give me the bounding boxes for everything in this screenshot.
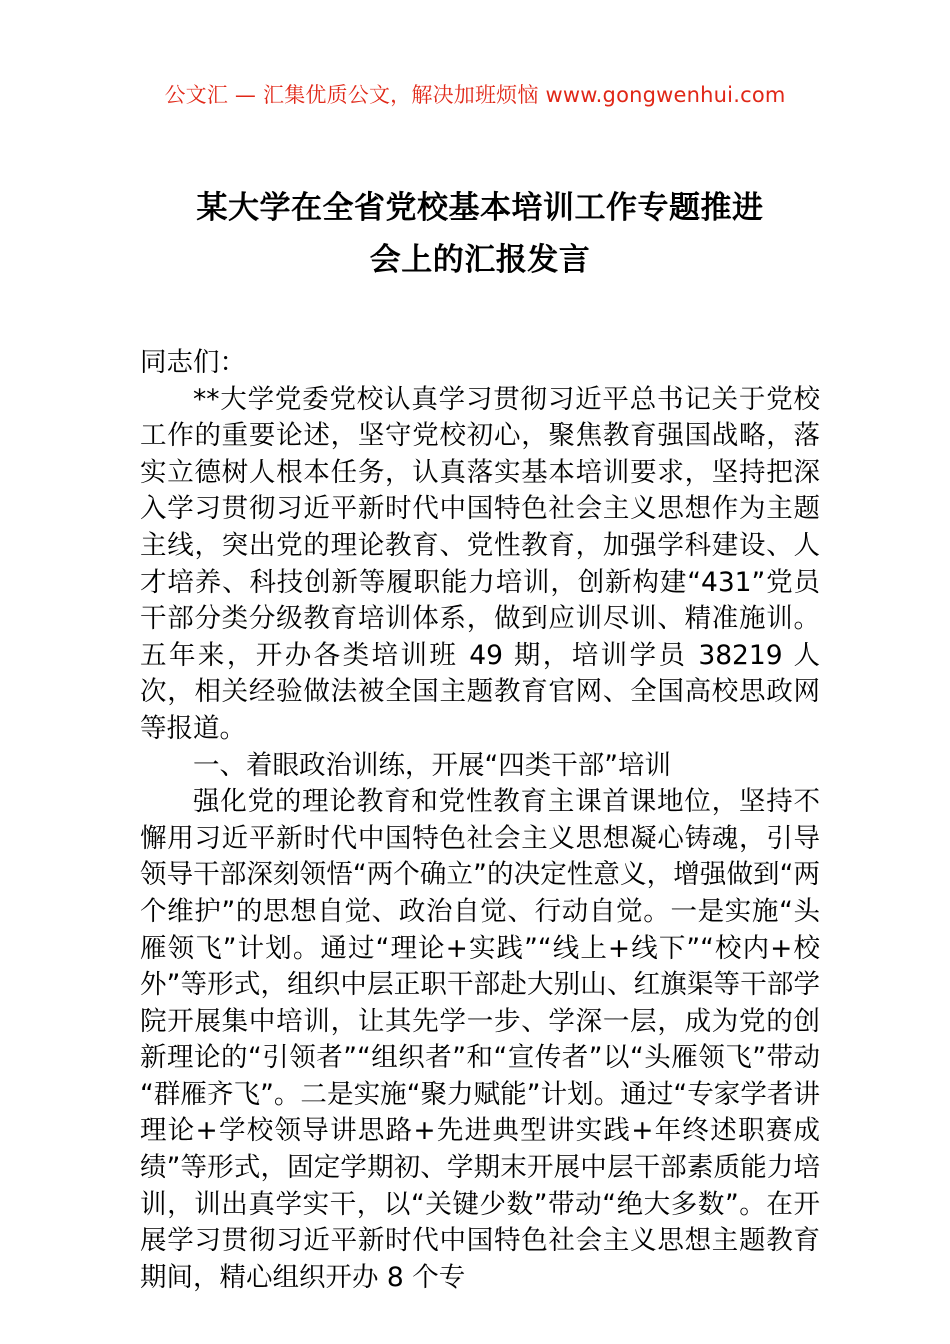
section-heading-1: 一、着眼政治训练，开展“四类干部”培训	[193, 749, 671, 781]
title-line-1: 某大学在全省党校基本培训工作专题推进	[196, 190, 764, 226]
document-body	[140, 345, 820, 1296]
title-line-2: 会上的汇报发言	[369, 242, 591, 278]
salutation: 同志们：	[140, 347, 246, 378]
page-title	[140, 182, 820, 286]
site-watermark-banner: 公文汇 — 汇集优质公文，解决加班烦恼 www.gongwenhui.com	[164, 83, 786, 107]
body-paragraph-1: **大学党委党校认真学习贯彻习近平总书记关于党校工作的重要论述，坚守党校初心，聚焦教育强国战略，落实立德树人根本任务，认真落实基本培训要求，坚持把深入学习贯彻习近平新时代中国特色社会主义思想作为主题主线，突出党的理论教育、党性教育，加强学科建设、人才培养、科技创新等履职能力培训，创新构建“431”党员干部分类分级教育培训体系，做到应训尽训、精准施训。五年来，开办各类培训班 49 期，培训学员 38219 人次，相关经验做法被全国主题教育官网、全国高校思政网等报道。	[140, 383, 820, 744]
body-paragraph-2: 强化党的理论教育和党性教育主课首课地位，坚持不懈用习近平新时代中国特色社会主义思想凝心铸魂，引导领导干部深刻领悟“两个确立”的决定性意义，增强做到“两个维护”的思想自觉、政治自觉、行动自觉。一是实施“头雁领飞”计划。通过“理论+实践”“线上+线下”“校内+校外”等形式，组织中层正职干部赴大别山、红旗渠等干部学院开展集中培训，让其先学一步、学深一层，成为党的创新理论的“引领者”“组织者”和“宣传者”以“头雁领飞”带动“群雁齐飞”。二是实施“聚力赋能”计划。通过“专家学者讲理论+学校领导讲思路+先进典型讲实践+年终述职赛成绩”等形式，固定学期初、学期末开展中层干部素质能力培训，训出真学实干，以“关键少数”带动“绝大多数”。在开展学习贯彻习近平新时代中国特色社会主义思想主题教育期间，精心组织开办 8 个专	[140, 786, 820, 1293]
